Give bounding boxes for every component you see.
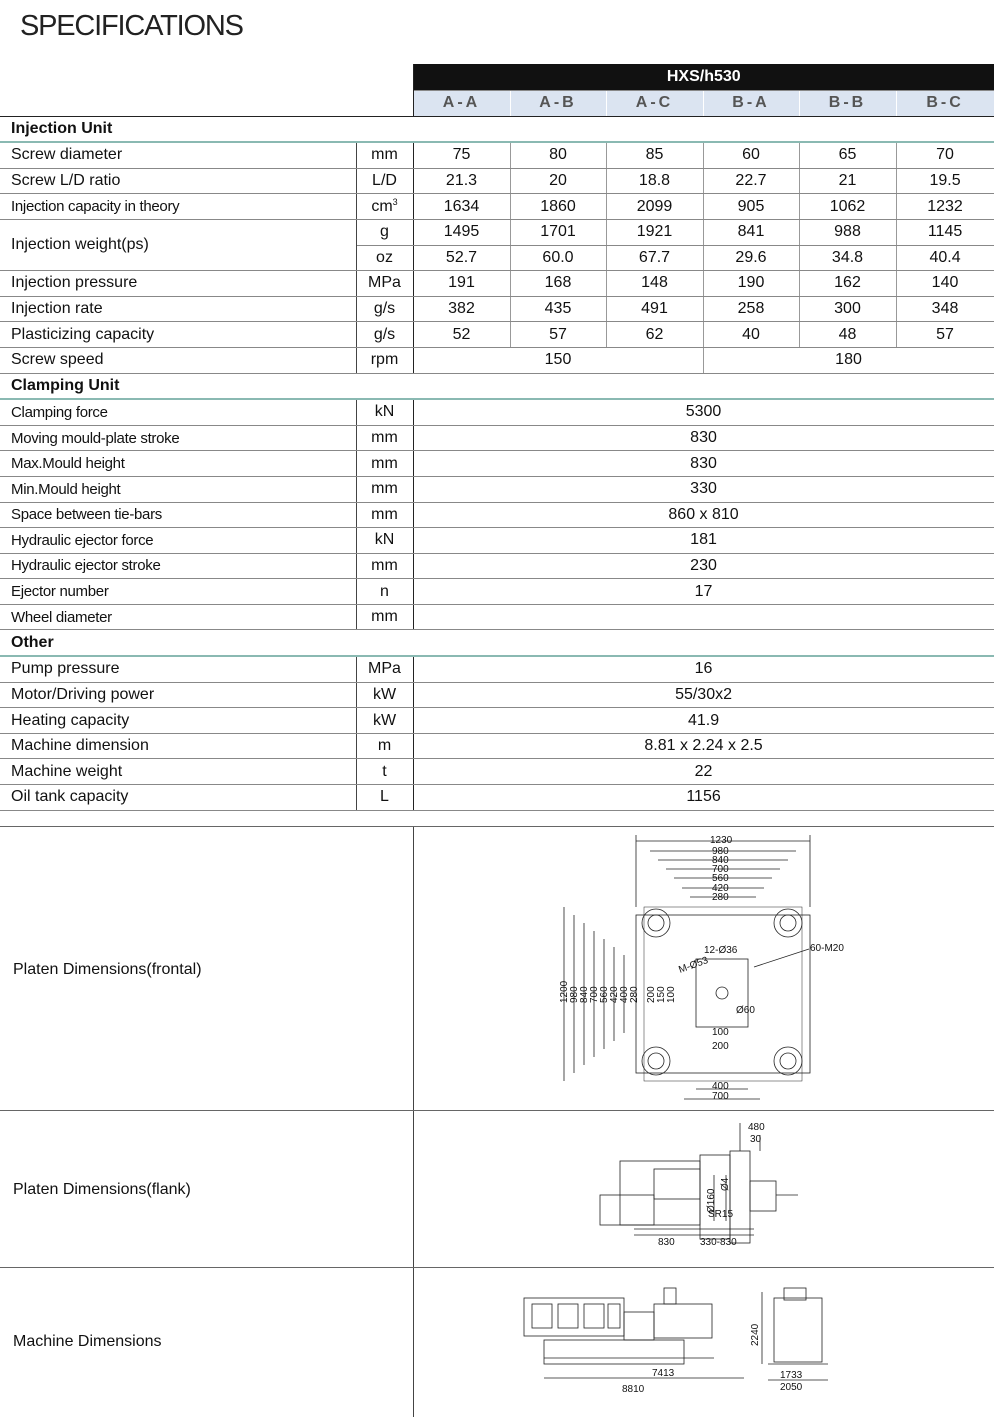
row-label: Space between tie-bars (0, 502, 356, 528)
row-label: Heating capacity (0, 708, 356, 734)
row-value: 34.8 (799, 245, 896, 271)
row-value: 52.7 (413, 245, 510, 271)
unit-text: rpm (370, 351, 399, 369)
table-row (0, 271, 994, 297)
row-value: 70 (896, 142, 994, 168)
row-value: 29.6 (703, 245, 799, 271)
variant-header: B-A (703, 91, 799, 117)
row-label: Motor/Driving power (0, 682, 356, 708)
section-clamping-unit: Clamping Unit (0, 373, 994, 399)
table-row (0, 296, 994, 322)
row-label: Injection weight(ps) (0, 219, 356, 270)
row-unit: mm (356, 553, 413, 579)
row-value: 191 (413, 271, 510, 297)
unit-text: MPa (368, 274, 401, 292)
dim-center: 100 (712, 1027, 729, 1038)
table-row (0, 579, 994, 605)
row-value: 62 (606, 322, 703, 348)
row-value: 41.9 (413, 708, 994, 734)
callout: M-Ø53 (677, 955, 710, 976)
row-value: 382 (413, 296, 510, 322)
model-header-row (0, 64, 994, 91)
row-unit: MPa (356, 656, 413, 682)
row-unit: L (356, 785, 413, 811)
dim-flank: Ø160 (706, 1188, 717, 1213)
dim-left: 700 (589, 986, 600, 1003)
row-unit (356, 142, 413, 168)
row-value: 230 (413, 553, 994, 579)
callout: Ø60 (736, 1005, 755, 1016)
row-value: 21 (799, 168, 896, 194)
row-unit: mm (356, 604, 413, 630)
variant-header: A-A (413, 91, 510, 117)
row-value: 16 (413, 656, 994, 682)
unit-text: mm (371, 146, 398, 164)
row-value: 22.7 (703, 168, 799, 194)
table-row (0, 502, 994, 528)
table-row (0, 219, 994, 245)
table-row (0, 682, 994, 708)
dim-left: 280 (629, 986, 640, 1003)
row-unit: mm (356, 502, 413, 528)
row-value: 2099 (606, 194, 703, 220)
row-value: 8.81 x 2.24 x 2.5 (413, 733, 994, 759)
section-other: Other (0, 630, 994, 656)
row-value: 190 (703, 271, 799, 297)
row-value: 330 (413, 476, 994, 502)
table-row (0, 528, 994, 554)
row-value: 1701 (510, 219, 606, 245)
dim-top: 700 (712, 864, 729, 875)
row-value: 22 (413, 759, 994, 785)
row-value: 1921 (606, 219, 703, 245)
row-value: 52 (413, 322, 510, 348)
dim-left: 840 (579, 986, 590, 1003)
table-row (0, 194, 994, 220)
row-value: 1156 (413, 785, 994, 811)
unit-text: g/s (373, 325, 396, 343)
table-row (0, 708, 994, 734)
dim-left: 420 (609, 986, 620, 1003)
row-value: 57 (510, 322, 606, 348)
row-label: Injection rate (0, 296, 356, 322)
row-value: 20 (510, 168, 606, 194)
row-unit (356, 322, 413, 348)
unit-text: g/s (373, 300, 396, 318)
dim-flank: 830 (658, 1237, 675, 1248)
table-row (0, 451, 994, 477)
row-unit: kW (356, 682, 413, 708)
row-unit: kN (356, 399, 413, 425)
row-value: 150 (413, 347, 703, 373)
table-row (0, 785, 994, 811)
row-value: 1062 (799, 194, 896, 220)
row-unit (356, 296, 413, 322)
dim-flank: 480 (748, 1122, 765, 1133)
variant-header-row (0, 91, 994, 117)
row-label: Ejector number (0, 579, 356, 605)
variant-header: B-C (896, 91, 994, 117)
dim-flank: Ø4 (720, 1177, 731, 1191)
row-value: 1232 (896, 194, 994, 220)
row-value: 140 (896, 271, 994, 297)
section-injection-unit: Injection Unit (0, 116, 994, 142)
row-label: Machine weight (0, 759, 356, 785)
row-unit: g (356, 219, 413, 245)
diagram-label-machine: Machine Dimensions (13, 1333, 162, 1350)
row-value: 57 (896, 322, 994, 348)
dim-inner: 150 (656, 986, 667, 1003)
dim-left: 1200 (559, 980, 570, 1003)
row-value: 40 (703, 322, 799, 348)
table-row (0, 322, 994, 348)
row-value: 830 (413, 451, 994, 477)
row-unit: kN (356, 528, 413, 554)
row-value: 60.0 (510, 245, 606, 271)
row-value: 168 (510, 271, 606, 297)
row-value: 75 (413, 142, 510, 168)
platen-flank-drawing (414, 1111, 994, 1268)
dim-machine: 2050 (780, 1382, 803, 1393)
row-value: 5300 (413, 399, 994, 425)
table-row (0, 399, 994, 425)
row-value: 830 (413, 425, 994, 451)
diagram-label-flank: Platen Dimensions(flank) (13, 1181, 191, 1198)
row-label: Screw diameter (0, 142, 356, 168)
row-value: 60 (703, 142, 799, 168)
table-row (0, 733, 994, 759)
row-value: 860 x 810 (413, 502, 994, 528)
row-label: Max.Mould height (0, 451, 356, 477)
dim-top: 840 (712, 855, 729, 866)
row-value: 258 (703, 296, 799, 322)
row-value: 435 (510, 296, 606, 322)
row-value: 1145 (896, 219, 994, 245)
row-unit: n (356, 579, 413, 605)
row-label: Injection pressure (0, 271, 356, 297)
row-label: Plasticizing capacity (0, 322, 356, 348)
dim-flank: 30 (750, 1134, 762, 1145)
row-label: Screw speed (0, 347, 356, 373)
table-row (0, 476, 994, 502)
unit-superscript: 3 (392, 197, 398, 208)
dim-top: 1230 (710, 835, 733, 846)
row-unit: t (356, 759, 413, 785)
diagram-frontal-row (0, 826, 994, 1111)
row-unit (356, 194, 413, 220)
dim-flank: 330-830 (700, 1237, 737, 1248)
variant-header: A-B (510, 91, 606, 117)
dim-left: 980 (569, 986, 580, 1003)
row-value: 905 (703, 194, 799, 220)
row-unit: mm (356, 425, 413, 451)
row-value: 162 (799, 271, 896, 297)
table-row (0, 347, 994, 373)
dim-machine: 2240 (750, 1323, 761, 1346)
row-value: 988 (799, 219, 896, 245)
table-row (0, 656, 994, 682)
row-value: 80 (510, 142, 606, 168)
dim-machine: 8810 (622, 1384, 645, 1395)
row-label: Hydraulic ejector stroke (0, 553, 356, 579)
row-label: Oil tank capacity (0, 785, 356, 811)
dim-left: 400 (619, 986, 630, 1003)
row-value (413, 604, 994, 630)
variant-header: A-C (606, 91, 703, 117)
specifications-table (0, 64, 994, 811)
row-label: Pump pressure (0, 656, 356, 682)
row-value: 1860 (510, 194, 606, 220)
row-unit: mm (356, 451, 413, 477)
row-label: Screw L/D ratio (0, 168, 356, 194)
row-label: Min.Mould height (0, 476, 356, 502)
dim-center: 200 (712, 1041, 729, 1052)
row-label: Clamping force (0, 399, 356, 425)
row-value: 55/30x2 (413, 682, 994, 708)
row-value: 85 (606, 142, 703, 168)
row-value: 491 (606, 296, 703, 322)
row-value: 148 (606, 271, 703, 297)
model-name: HXS/h530 (413, 64, 994, 91)
row-value: 180 (703, 347, 994, 373)
table-row (0, 425, 994, 451)
dim-top: 560 (712, 873, 729, 884)
dim-machine: 1733 (780, 1370, 803, 1381)
row-value: 1495 (413, 219, 510, 245)
row-value: 21.3 (413, 168, 510, 194)
table-row (0, 604, 994, 630)
row-value: 841 (703, 219, 799, 245)
platen-frontal-drawing (414, 827, 994, 1111)
row-unit: m (356, 733, 413, 759)
row-value: 67.7 (606, 245, 703, 271)
row-unit (356, 347, 413, 373)
dim-top: 420 (712, 883, 729, 894)
table-row (0, 553, 994, 579)
machine-dimensions-drawing (414, 1268, 994, 1417)
diagram-machine-row (0, 1267, 994, 1417)
dim-flank: SR15 (708, 1209, 734, 1220)
dim-inner: 100 (666, 986, 677, 1003)
row-label: Injection capacity in theory (0, 194, 356, 220)
dim-top: 280 (712, 892, 729, 903)
dim-inner: 200 (646, 986, 657, 1003)
row-label: Hydraulic ejector force (0, 528, 356, 554)
dim-machine: 7413 (652, 1368, 675, 1379)
row-label: Machine dimension (0, 733, 356, 759)
dim-left: 560 (599, 986, 610, 1003)
row-value: 48 (799, 322, 896, 348)
row-label: Moving mould-plate stroke (0, 425, 356, 451)
table-row (0, 142, 994, 168)
diagram-label-frontal: Platen Dimensions(frontal) (13, 961, 202, 978)
dim-top: 980 (712, 846, 729, 857)
row-value: 19.5 (896, 168, 994, 194)
page-title: SPECIFICATIONS (20, 10, 243, 42)
row-unit: oz (356, 245, 413, 271)
row-unit: mm (356, 476, 413, 502)
dim-bottom: 700 (712, 1091, 729, 1102)
row-value: 17 (413, 579, 994, 605)
row-value: 18.8 (606, 168, 703, 194)
table-row (0, 759, 994, 785)
table-row (0, 168, 994, 194)
row-value: 1634 (413, 194, 510, 220)
row-unit (356, 271, 413, 297)
dim-bottom: 400 (712, 1081, 729, 1092)
row-unit (356, 168, 413, 194)
row-value: 300 (799, 296, 896, 322)
row-value: 65 (799, 142, 896, 168)
row-value: 40.4 (896, 245, 994, 271)
row-value: 181 (413, 528, 994, 554)
row-unit: kW (356, 708, 413, 734)
row-label: Wheel diameter (0, 604, 356, 630)
variant-header: B-B (799, 91, 896, 117)
row-value: 348 (896, 296, 994, 322)
callout: 12-Ø36 (704, 945, 738, 956)
unit-text: L/D (372, 172, 397, 190)
diagram-flank-row (0, 1110, 994, 1268)
unit-text: cm (371, 198, 393, 216)
callout: 60-M20 (810, 943, 844, 954)
